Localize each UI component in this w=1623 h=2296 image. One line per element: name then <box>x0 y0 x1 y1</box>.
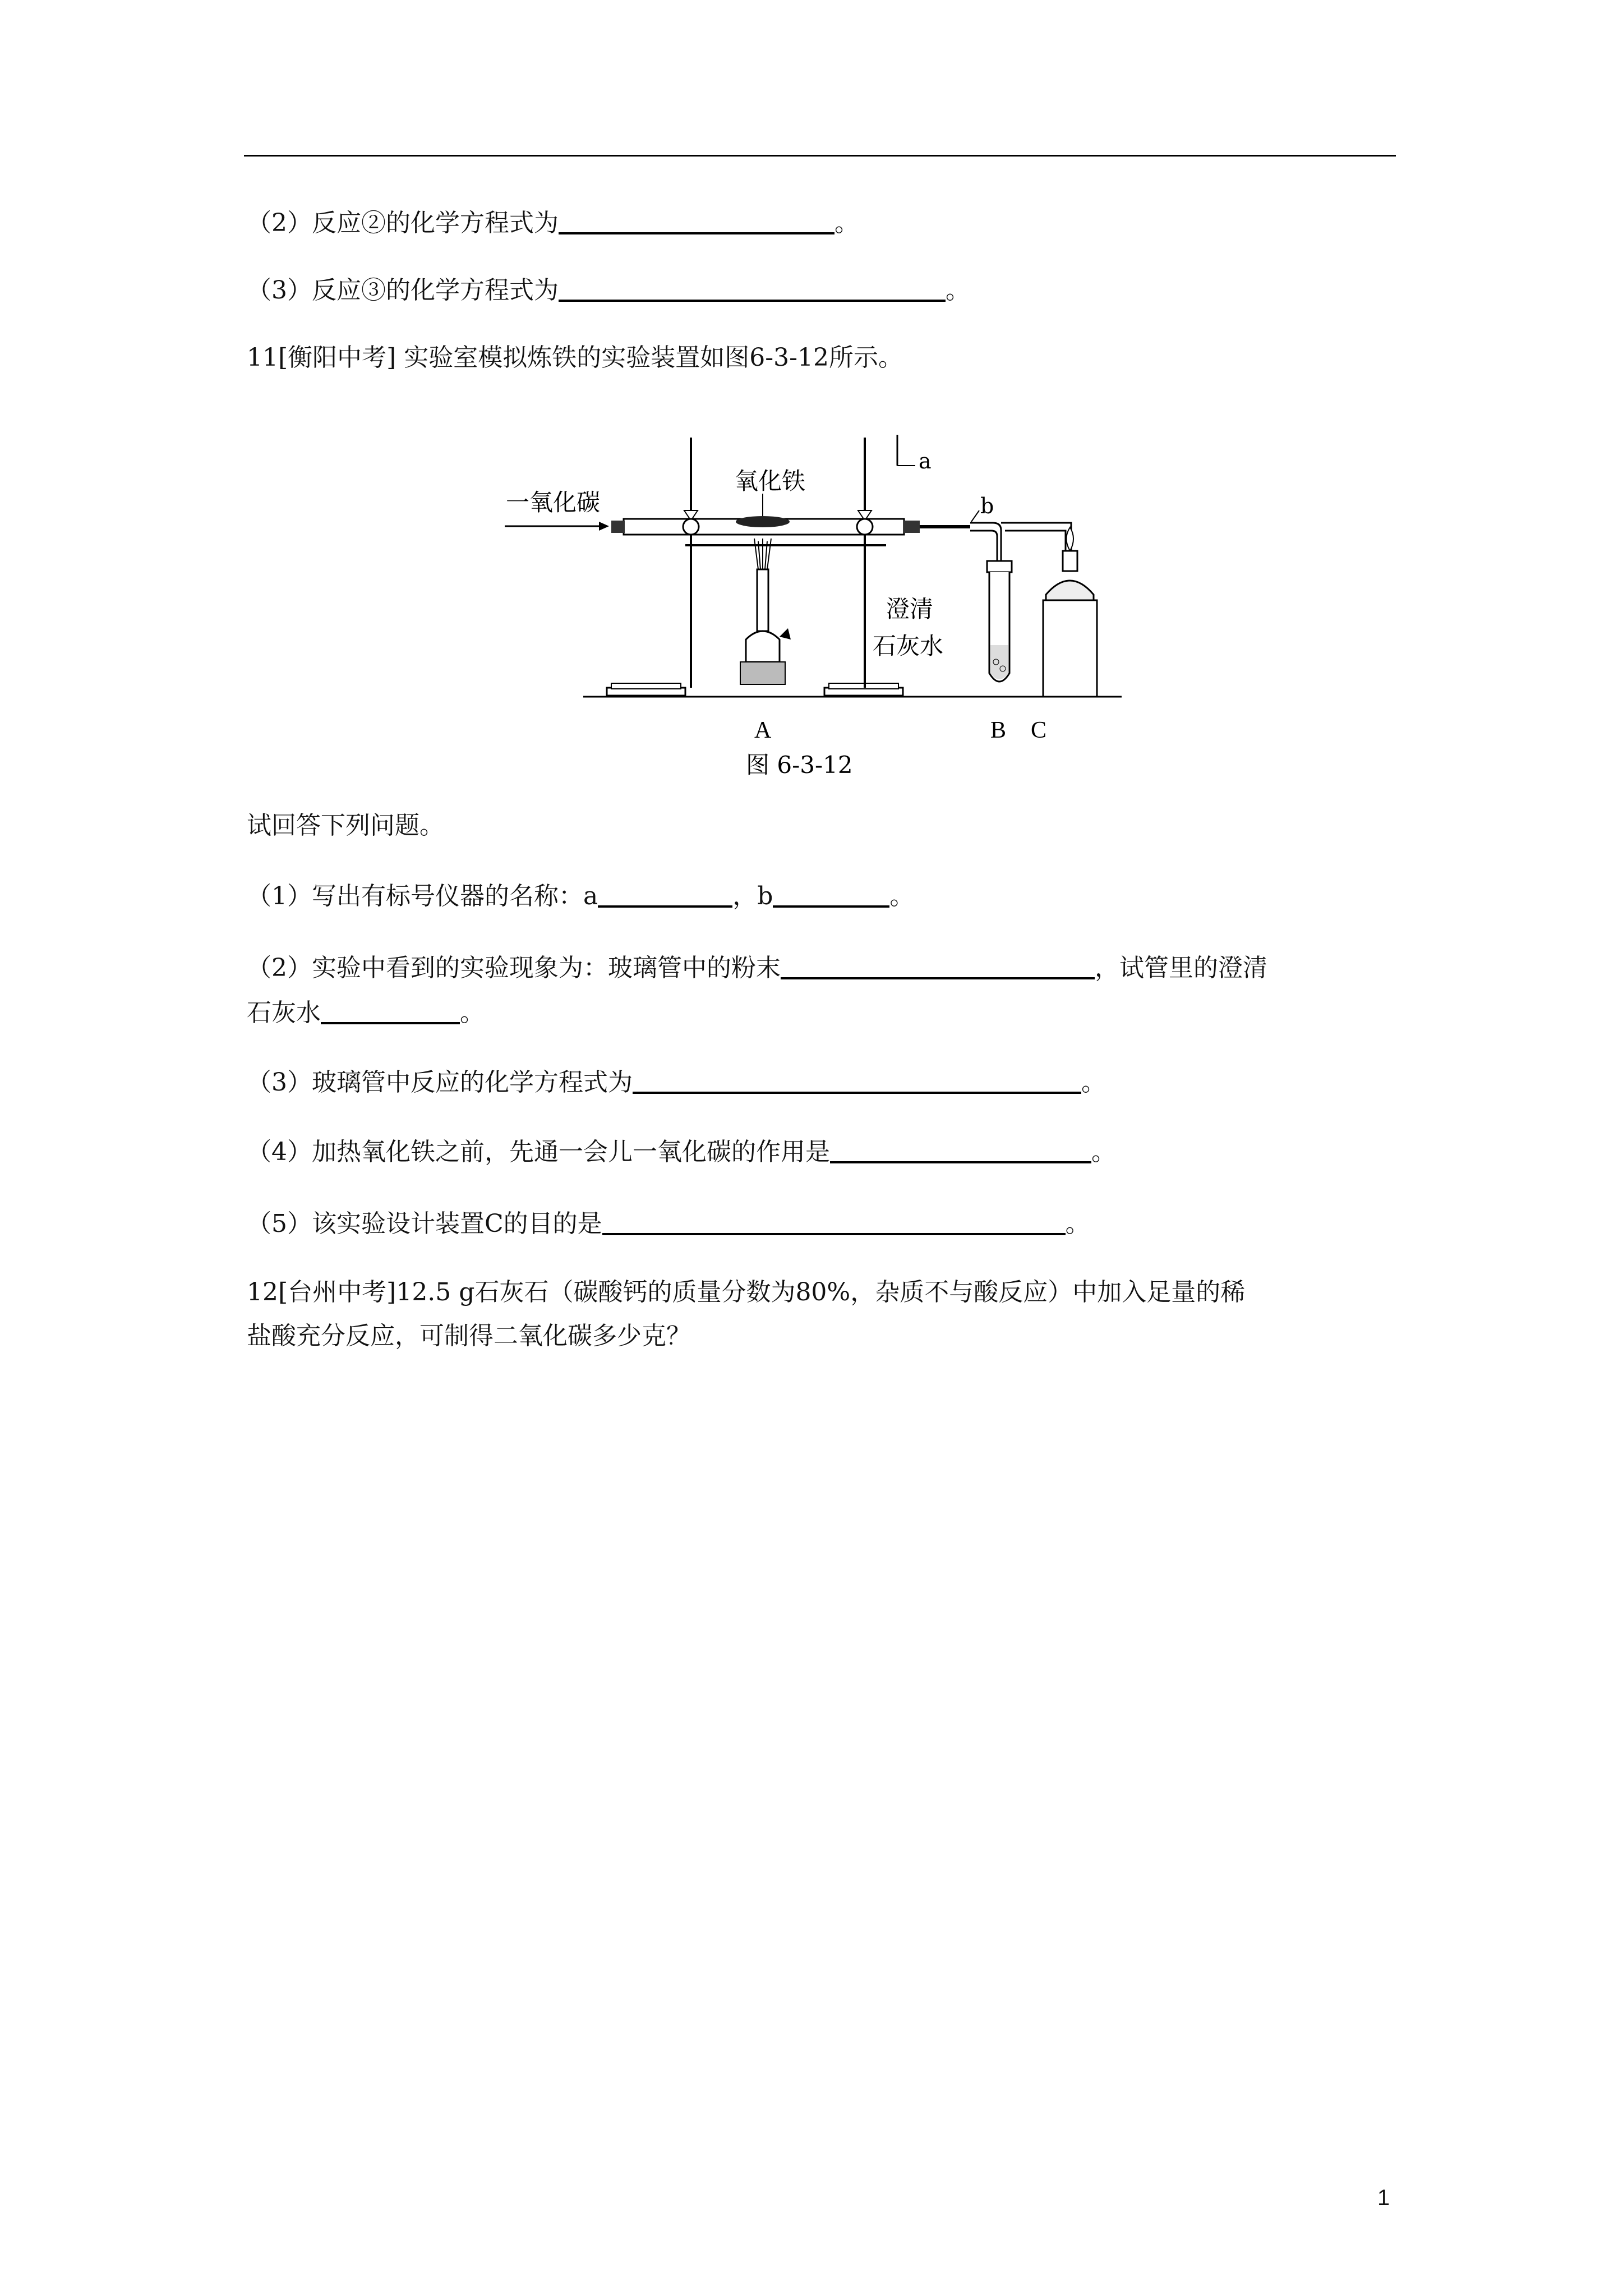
page-number: 1 <box>1377 2185 1390 2210</box>
q11-title: 11[衡阳中考] 实验室模拟炼铁的实验装置如图6-3-12所示。 <box>247 343 903 372</box>
q11-part5: （5）该实验设计装置C的目的是 。 <box>247 1209 1090 1238</box>
label-limewater-1: 澄清 <box>886 595 934 623</box>
alcohol-burner-a <box>740 539 791 684</box>
q10-part2: （2）反应②的化学方程式为 。 <box>247 209 859 237</box>
q12-line1: 12[台州中考]12.5 g石灰石（碳酸钙的质量分数为80%，杂质不与酸反应）中加入足量的稀 <box>247 1278 1246 1306</box>
answer-blank[interactable] <box>321 997 460 1024</box>
answer-blank[interactable] <box>633 1067 1081 1094</box>
q11-part2: （2）实验中看到的实验现象为：玻璃管中的粉末 ，试管里的澄清 <box>247 954 1267 982</box>
label-b: b <box>980 494 994 518</box>
q11-part3: （3）玻璃管中反应的化学方程式为 。 <box>247 1068 1106 1097</box>
label-A: A <box>754 717 772 743</box>
test-tube-b <box>987 561 1012 682</box>
q11-part1: （1）写出有标号仪器的名称：a ，b 。 <box>247 882 915 910</box>
questions-intro: 试回答下列问题。 <box>247 811 444 840</box>
q12-line2: 盐酸充分反应，可制得二氧化碳多少克？ <box>247 1322 691 1350</box>
label-iron-oxide: 氧化铁 <box>735 467 806 495</box>
iron-oxide-powder <box>736 516 790 527</box>
answer-blank-b[interactable] <box>773 881 889 908</box>
q11-part4: （4）加热氧化铁之前，先通一会儿一氧化碳的作用是 。 <box>247 1138 1116 1166</box>
q10-part3: （3）反应③的化学方程式为 。 <box>247 276 970 305</box>
label-B: B <box>990 717 1007 743</box>
header-rule <box>244 155 1396 157</box>
figure-caption: 图 6-3-12 <box>746 751 853 779</box>
apparatus-figure <box>499 426 1144 785</box>
alcohol-burner-c <box>1043 527 1097 697</box>
label-a: a <box>919 449 932 473</box>
answer-blank[interactable] <box>602 1208 1066 1235</box>
q11-part2-cont: 石灰水 。 <box>247 999 485 1027</box>
answer-blank-a[interactable] <box>598 881 732 908</box>
label-C: C <box>1031 717 1047 743</box>
label-co: 一氧化碳 <box>506 489 601 516</box>
answer-blank[interactable] <box>781 953 1095 979</box>
label-limewater-2: 石灰水 <box>873 632 944 660</box>
answer-blank[interactable] <box>559 275 946 302</box>
answer-blank[interactable] <box>830 1137 1091 1163</box>
answer-blank[interactable] <box>559 208 834 234</box>
